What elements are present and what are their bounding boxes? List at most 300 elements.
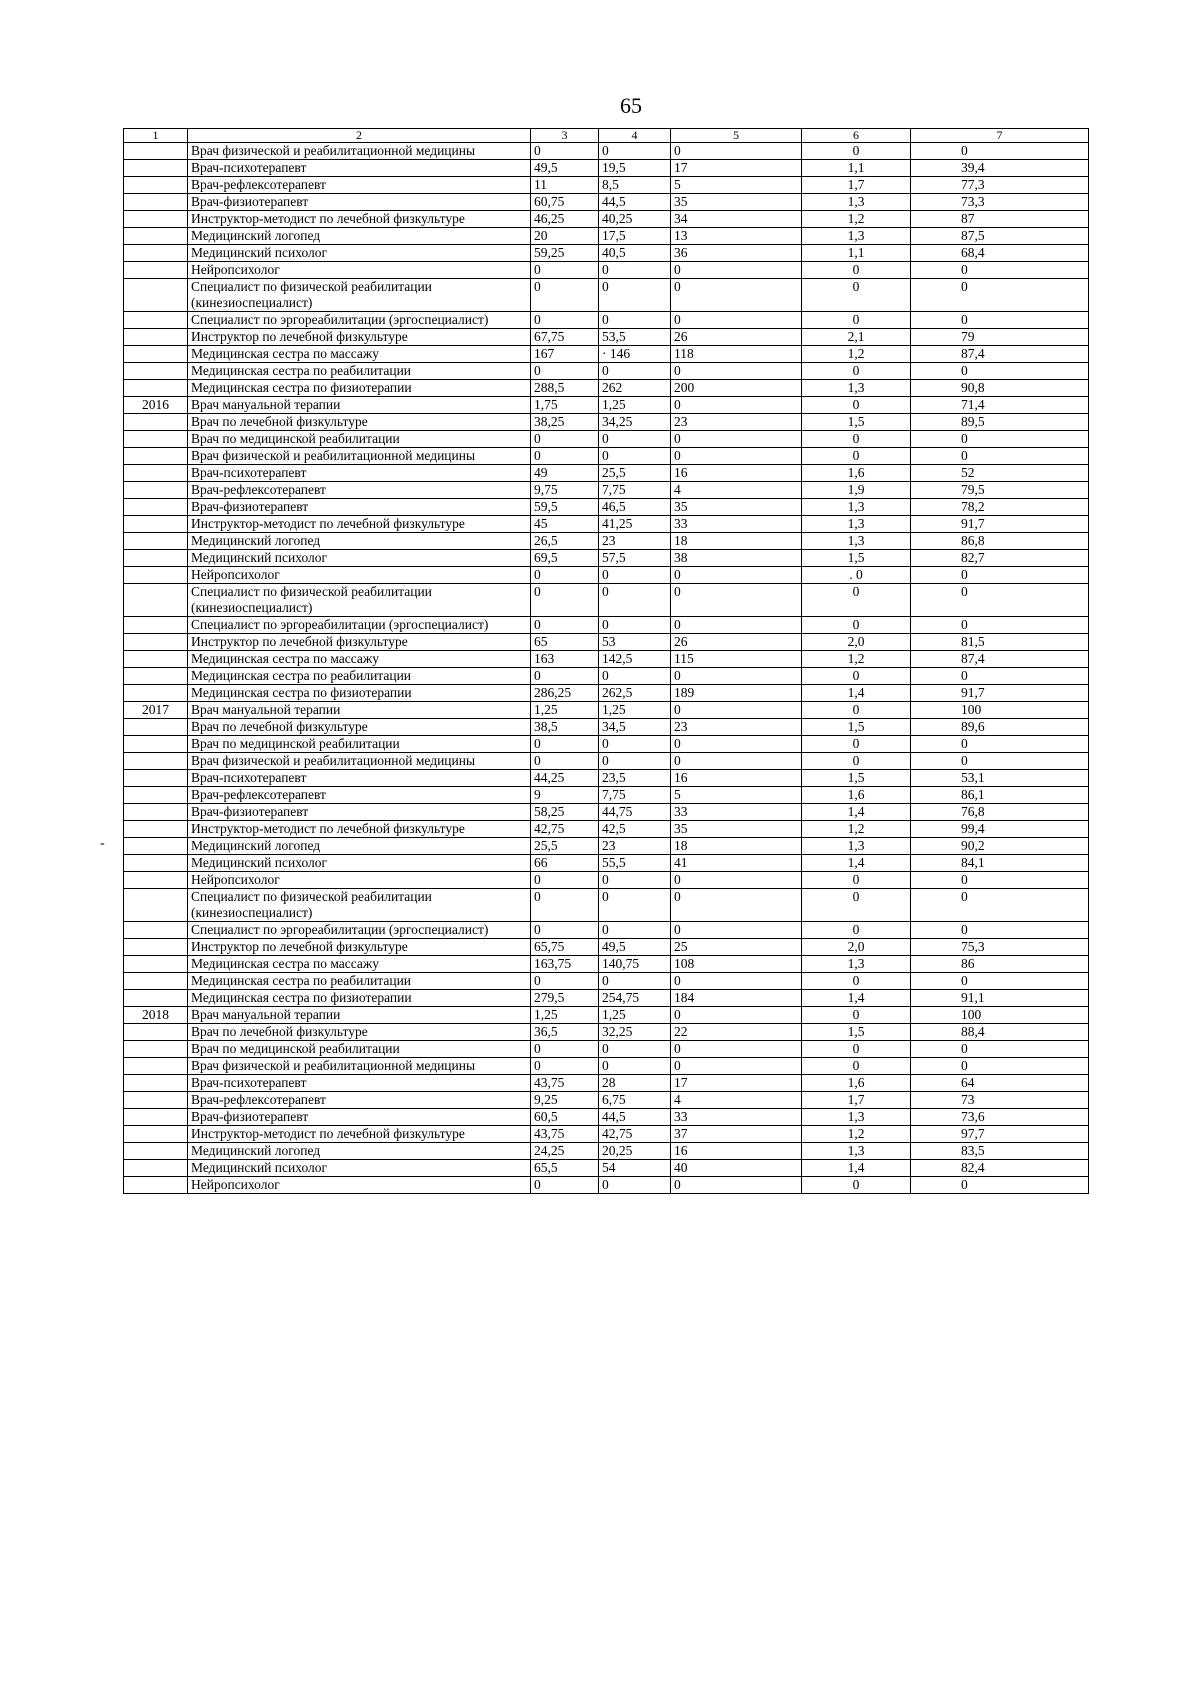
year-cell xyxy=(124,160,188,177)
year-cell xyxy=(124,956,188,973)
value-cell-7: 52 xyxy=(911,465,1089,482)
year-cell xyxy=(124,889,188,922)
year-cell xyxy=(124,973,188,990)
table-row xyxy=(124,1075,1089,1092)
position-name-cell: Врач физической и реабилитационной медицины xyxy=(188,1058,531,1075)
value-cell-6: 1,6 xyxy=(802,787,911,804)
value-cell-5: 189 xyxy=(671,685,802,702)
value-cell-5: 0 xyxy=(671,1041,802,1058)
value-cell-4: 54 xyxy=(599,1160,671,1177)
table-row xyxy=(124,584,1089,617)
value-cell-6: 0 xyxy=(802,448,911,465)
table-row xyxy=(124,1143,1089,1160)
position-name-cell: Врач-физиотерапевт xyxy=(188,499,531,516)
value-cell-5: 13 xyxy=(671,228,802,245)
value-cell-4: 28 xyxy=(599,1075,671,1092)
value-cell-3: 65,75 xyxy=(531,939,599,956)
value-cell-5: 0 xyxy=(671,617,802,634)
value-cell-3: 0 xyxy=(531,567,599,584)
year-cell xyxy=(124,279,188,312)
value-cell-6: 1,1 xyxy=(802,160,911,177)
value-cell-4: 0 xyxy=(599,973,671,990)
value-cell-3: 66 xyxy=(531,855,599,872)
position-name-cell: Медицинская сестра по реабилитации xyxy=(188,973,531,990)
value-cell-3: 36,5 xyxy=(531,1024,599,1041)
value-cell-6: 2,1 xyxy=(802,329,911,346)
value-cell-6: 1,4 xyxy=(802,990,911,1007)
table-row xyxy=(124,465,1089,482)
value-cell-4: 254,75 xyxy=(599,990,671,1007)
value-cell-4: 55,5 xyxy=(599,855,671,872)
value-cell-7: 99,4 xyxy=(911,821,1089,838)
value-cell-3: 9,75 xyxy=(531,482,599,499)
year-cell xyxy=(124,1024,188,1041)
value-cell-4: 19,5 xyxy=(599,160,671,177)
position-name-cell: Нейропсихолог xyxy=(188,567,531,584)
year-cell xyxy=(124,736,188,753)
column-header: 7 xyxy=(911,129,1089,143)
year-cell xyxy=(124,499,188,516)
value-cell-6: 0 xyxy=(802,1058,911,1075)
value-cell-7: 0 xyxy=(911,1041,1089,1058)
value-cell-6: 1,2 xyxy=(802,346,911,363)
value-cell-5: 0 xyxy=(671,143,802,160)
year-cell xyxy=(124,804,188,821)
value-cell-7: 0 xyxy=(911,753,1089,770)
value-cell-7: 0 xyxy=(911,1177,1089,1194)
value-cell-7: 0 xyxy=(911,312,1089,329)
value-cell-7: 79 xyxy=(911,329,1089,346)
table-row xyxy=(124,702,1089,719)
position-name-cell: Инструктор по лечебной физкультуре xyxy=(188,634,531,651)
value-cell-5: 0 xyxy=(671,584,802,617)
value-cell-7: 0 xyxy=(911,617,1089,634)
value-cell-7: 100 xyxy=(911,1007,1089,1024)
value-cell-4: 8,5 xyxy=(599,177,671,194)
value-cell-6: 0 xyxy=(802,872,911,889)
year-cell xyxy=(124,855,188,872)
position-name-cell: Врач по медицинской реабилитации xyxy=(188,736,531,753)
table-row xyxy=(124,228,1089,245)
value-cell-5: 38 xyxy=(671,550,802,567)
value-cell-6: 1,4 xyxy=(802,1160,911,1177)
position-name-cell: Врач-психотерапевт xyxy=(188,770,531,787)
position-name-cell: Инструктор-методист по лечебной физкультуре xyxy=(188,211,531,228)
value-cell-3: 0 xyxy=(531,448,599,465)
value-cell-7: 84,1 xyxy=(911,855,1089,872)
value-cell-6: 1,1 xyxy=(802,245,911,262)
position-name-cell: Медицинский психолог xyxy=(188,245,531,262)
year-cell xyxy=(124,922,188,939)
value-cell-7: 0 xyxy=(911,584,1089,617)
value-cell-5: 0 xyxy=(671,973,802,990)
value-cell-6: 0 xyxy=(802,397,911,414)
value-cell-3: 1,25 xyxy=(531,1007,599,1024)
value-cell-5: 0 xyxy=(671,753,802,770)
value-cell-3: 46,25 xyxy=(531,211,599,228)
value-cell-7: 97,7 xyxy=(911,1126,1089,1143)
year-cell xyxy=(124,634,188,651)
column-header: 5 xyxy=(671,129,802,143)
position-name-cell: Врач-психотерапевт xyxy=(188,465,531,482)
table-row xyxy=(124,617,1089,634)
value-cell-3: 49,5 xyxy=(531,160,599,177)
year-cell xyxy=(124,414,188,431)
value-cell-6: 1,3 xyxy=(802,228,911,245)
value-cell-5: 35 xyxy=(671,499,802,516)
value-cell-4: 142,5 xyxy=(599,651,671,668)
value-cell-3: 60,5 xyxy=(531,1109,599,1126)
value-cell-6: 1,3 xyxy=(802,194,911,211)
value-cell-4: 6,75 xyxy=(599,1092,671,1109)
year-cell xyxy=(124,177,188,194)
value-cell-3: 163 xyxy=(531,651,599,668)
value-cell-3: 0 xyxy=(531,617,599,634)
value-cell-7: 86,8 xyxy=(911,533,1089,550)
table-row xyxy=(124,312,1089,329)
value-cell-7: 100 xyxy=(911,702,1089,719)
position-name-cell: Врач по медицинской реабилитации xyxy=(188,1041,531,1058)
value-cell-6: 1,3 xyxy=(802,380,911,397)
table-row xyxy=(124,516,1089,533)
table-row xyxy=(124,482,1089,499)
year-cell xyxy=(124,719,188,736)
value-cell-3: 38,5 xyxy=(531,719,599,736)
value-cell-5: 22 xyxy=(671,1024,802,1041)
value-cell-4: 17,5 xyxy=(599,228,671,245)
column-header: 2 xyxy=(188,129,531,143)
value-cell-6: 0 xyxy=(802,973,911,990)
value-cell-5: 0 xyxy=(671,567,802,584)
value-cell-3: 25,5 xyxy=(531,838,599,855)
value-cell-6: 0 xyxy=(802,889,911,922)
table-row xyxy=(124,990,1089,1007)
year-cell xyxy=(124,567,188,584)
position-name-cell: Медицинская сестра по физиотерапии xyxy=(188,990,531,1007)
position-name-cell: Врач по лечебной физкультуре xyxy=(188,719,531,736)
value-cell-7: 64 xyxy=(911,1075,1089,1092)
table-row xyxy=(124,855,1089,872)
value-cell-6: 1,5 xyxy=(802,550,911,567)
table-row xyxy=(124,1177,1089,1194)
position-name-cell: Врач по лечебной физкультуре xyxy=(188,414,531,431)
value-cell-5: 16 xyxy=(671,465,802,482)
value-cell-5: 0 xyxy=(671,702,802,719)
position-name-cell: Специалист по физической реабилитации (кинезиоспециалист) xyxy=(188,584,531,617)
year-cell xyxy=(124,1092,188,1109)
value-cell-3: 24,25 xyxy=(531,1143,599,1160)
position-name-cell: Медицинский психолог xyxy=(188,550,531,567)
value-cell-4: 7,75 xyxy=(599,482,671,499)
table-row xyxy=(124,651,1089,668)
table-row xyxy=(124,448,1089,465)
value-cell-5: 41 xyxy=(671,855,802,872)
value-cell-7: 0 xyxy=(911,922,1089,939)
position-name-cell: Врач по лечебной физкультуре xyxy=(188,1024,531,1041)
value-cell-4: 44,5 xyxy=(599,1109,671,1126)
value-cell-4: 0 xyxy=(599,567,671,584)
position-name-cell: Инструктор по лечебной физкультуре xyxy=(188,329,531,346)
year-cell xyxy=(124,1041,188,1058)
year-cell xyxy=(124,329,188,346)
value-cell-5: 33 xyxy=(671,804,802,821)
value-cell-6: 1,2 xyxy=(802,651,911,668)
value-cell-7: 78,2 xyxy=(911,499,1089,516)
value-cell-5: 18 xyxy=(671,838,802,855)
value-cell-4: 0 xyxy=(599,1058,671,1075)
value-cell-7: 82,7 xyxy=(911,550,1089,567)
table-row xyxy=(124,346,1089,363)
value-cell-3: 0 xyxy=(531,1177,599,1194)
value-cell-4: 0 xyxy=(599,617,671,634)
value-cell-3: 49 xyxy=(531,465,599,482)
value-cell-3: 0 xyxy=(531,973,599,990)
position-name-cell: Медицинская сестра по реабилитации xyxy=(188,363,531,380)
value-cell-3: 65 xyxy=(531,634,599,651)
year-cell xyxy=(124,482,188,499)
value-cell-3: 45 xyxy=(531,516,599,533)
value-cell-4: 0 xyxy=(599,668,671,685)
value-cell-5: 34 xyxy=(671,211,802,228)
value-cell-4: 49,5 xyxy=(599,939,671,956)
position-name-cell: Врач-психотерапевт xyxy=(188,1075,531,1092)
value-cell-6: 1,5 xyxy=(802,770,911,787)
value-cell-6: 0 xyxy=(802,431,911,448)
position-name-cell: Врач-рефлексотерапевт xyxy=(188,1092,531,1109)
value-cell-6: 2,0 xyxy=(802,634,911,651)
value-cell-3: 0 xyxy=(531,584,599,617)
year-cell xyxy=(124,770,188,787)
value-cell-5: 0 xyxy=(671,1177,802,1194)
position-name-cell: Инструктор-методист по лечебной физкультуре xyxy=(188,821,531,838)
position-name-cell: Врач физической и реабилитационной медицины xyxy=(188,753,531,770)
value-cell-4: 46,5 xyxy=(599,499,671,516)
value-cell-7: 0 xyxy=(911,279,1089,312)
value-cell-7: 87,4 xyxy=(911,651,1089,668)
value-cell-6: 0 xyxy=(802,753,911,770)
value-cell-3: 0 xyxy=(531,312,599,329)
value-cell-5: 115 xyxy=(671,651,802,668)
table-row xyxy=(124,1058,1089,1075)
value-cell-7: 91,1 xyxy=(911,990,1089,1007)
value-cell-7: 68,4 xyxy=(911,245,1089,262)
table-row xyxy=(124,1160,1089,1177)
value-cell-3: 163,75 xyxy=(531,956,599,973)
value-cell-3: 0 xyxy=(531,431,599,448)
value-cell-7: 86 xyxy=(911,956,1089,973)
position-name-cell: Врач-физиотерапевт xyxy=(188,804,531,821)
value-cell-5: 17 xyxy=(671,1075,802,1092)
value-cell-5: 0 xyxy=(671,397,802,414)
value-cell-5: 26 xyxy=(671,329,802,346)
value-cell-6: . 0 xyxy=(802,567,911,584)
value-cell-5: 17 xyxy=(671,160,802,177)
value-cell-4: · 146 xyxy=(599,346,671,363)
value-cell-4: 0 xyxy=(599,363,671,380)
value-cell-4: 34,25 xyxy=(599,414,671,431)
value-cell-7: 90,8 xyxy=(911,380,1089,397)
value-cell-5: 108 xyxy=(671,956,802,973)
value-cell-3: 0 xyxy=(531,889,599,922)
position-name-cell: Врач-физиотерапевт xyxy=(188,1109,531,1126)
value-cell-6: 1,2 xyxy=(802,211,911,228)
value-cell-5: 4 xyxy=(671,482,802,499)
value-cell-5: 0 xyxy=(671,668,802,685)
value-cell-4: 0 xyxy=(599,1177,671,1194)
table-row xyxy=(124,160,1089,177)
year-cell xyxy=(124,448,188,465)
value-cell-3: 59,25 xyxy=(531,245,599,262)
table-row xyxy=(124,279,1089,312)
value-cell-4: 57,5 xyxy=(599,550,671,567)
value-cell-5: 0 xyxy=(671,736,802,753)
value-cell-4: 7,75 xyxy=(599,787,671,804)
position-name-cell: Специалист по эргореабилитации (эргоспециалист) xyxy=(188,617,531,634)
value-cell-4: 1,25 xyxy=(599,397,671,414)
value-cell-7: 0 xyxy=(911,143,1089,160)
table-row xyxy=(124,922,1089,939)
year-cell xyxy=(124,533,188,550)
year-cell: 2018 xyxy=(124,1007,188,1024)
value-cell-5: 35 xyxy=(671,194,802,211)
year-cell xyxy=(124,465,188,482)
value-cell-5: 25 xyxy=(671,939,802,956)
position-name-cell: Медицинский логопед xyxy=(188,838,531,855)
value-cell-6: 0 xyxy=(802,1041,911,1058)
value-cell-4: 44,5 xyxy=(599,194,671,211)
position-name-cell: Медицинская сестра по массажу xyxy=(188,956,531,973)
position-name-cell: Врач мануальной терапии xyxy=(188,1007,531,1024)
value-cell-3: 0 xyxy=(531,363,599,380)
year-cell xyxy=(124,872,188,889)
position-name-cell: Медицинская сестра по физиотерапии xyxy=(188,685,531,702)
value-cell-3: 0 xyxy=(531,872,599,889)
value-cell-7: 86,1 xyxy=(911,787,1089,804)
table-row xyxy=(124,770,1089,787)
value-cell-6: 0 xyxy=(802,1177,911,1194)
value-cell-6: 1,6 xyxy=(802,1075,911,1092)
value-cell-6: 2,0 xyxy=(802,939,911,956)
table-row xyxy=(124,431,1089,448)
value-cell-7: 0 xyxy=(911,973,1089,990)
value-cell-4: 53,5 xyxy=(599,329,671,346)
year-cell xyxy=(124,346,188,363)
year-cell xyxy=(124,516,188,533)
value-cell-4: 0 xyxy=(599,262,671,279)
table-row xyxy=(124,719,1089,736)
table-row xyxy=(124,1007,1089,1024)
value-cell-7: 87,5 xyxy=(911,228,1089,245)
table-row xyxy=(124,753,1089,770)
position-name-cell: Специалист по эргореабилитации (эргоспециалист) xyxy=(188,312,531,329)
year-cell xyxy=(124,1126,188,1143)
value-cell-3: 9 xyxy=(531,787,599,804)
value-cell-6: 1,3 xyxy=(802,533,911,550)
value-cell-3: 43,75 xyxy=(531,1126,599,1143)
value-cell-3: 9,25 xyxy=(531,1092,599,1109)
position-name-cell: Врач мануальной терапии xyxy=(188,702,531,719)
year-cell xyxy=(124,821,188,838)
value-cell-6: 1,3 xyxy=(802,516,911,533)
value-cell-7: 0 xyxy=(911,1058,1089,1075)
table-row xyxy=(124,143,1089,160)
value-cell-3: 0 xyxy=(531,753,599,770)
value-cell-7: 0 xyxy=(911,567,1089,584)
value-cell-6: 0 xyxy=(802,736,911,753)
year-cell: 2017 xyxy=(124,702,188,719)
value-cell-6: 1,2 xyxy=(802,821,911,838)
table-row xyxy=(124,634,1089,651)
value-cell-5: 33 xyxy=(671,1109,802,1126)
value-cell-7: 0 xyxy=(911,262,1089,279)
value-cell-3: 0 xyxy=(531,262,599,279)
value-cell-3: 69,5 xyxy=(531,550,599,567)
value-cell-4: 23 xyxy=(599,838,671,855)
table-row xyxy=(124,685,1089,702)
value-cell-6: 0 xyxy=(802,1007,911,1024)
value-cell-4: 262,5 xyxy=(599,685,671,702)
year-cell xyxy=(124,1109,188,1126)
value-cell-7: 0 xyxy=(911,363,1089,380)
value-cell-4: 40,25 xyxy=(599,211,671,228)
year-cell xyxy=(124,651,188,668)
value-cell-7: 81,5 xyxy=(911,634,1089,651)
position-name-cell: Инструктор-методист по лечебной физкультуре xyxy=(188,1126,531,1143)
year-cell xyxy=(124,990,188,1007)
value-cell-3: 26,5 xyxy=(531,533,599,550)
value-cell-4: 0 xyxy=(599,1041,671,1058)
year-cell xyxy=(124,312,188,329)
value-cell-7: 90,2 xyxy=(911,838,1089,855)
value-cell-3: 59,5 xyxy=(531,499,599,516)
table-row xyxy=(124,1041,1089,1058)
value-cell-4: 0 xyxy=(599,922,671,939)
value-cell-6: 0 xyxy=(802,312,911,329)
value-cell-5: 0 xyxy=(671,922,802,939)
table-body xyxy=(124,143,1089,1194)
value-cell-3: 0 xyxy=(531,143,599,160)
value-cell-7: 71,4 xyxy=(911,397,1089,414)
value-cell-4: 23,5 xyxy=(599,770,671,787)
value-cell-3: 38,25 xyxy=(531,414,599,431)
value-cell-6: 0 xyxy=(802,279,911,312)
value-cell-4: 0 xyxy=(599,312,671,329)
year-cell xyxy=(124,550,188,567)
table-row xyxy=(124,872,1089,889)
value-cell-4: 0 xyxy=(599,872,671,889)
position-name-cell: Нейропсихолог xyxy=(188,1177,531,1194)
position-name-cell: Инструктор-методист по лечебной физкультуре xyxy=(188,516,531,533)
value-cell-6: 1,3 xyxy=(802,499,911,516)
year-cell xyxy=(124,228,188,245)
value-cell-7: 77,3 xyxy=(911,177,1089,194)
value-cell-3: 44,25 xyxy=(531,770,599,787)
value-cell-6: 1,5 xyxy=(802,414,911,431)
year-cell xyxy=(124,668,188,685)
position-name-cell: Медицинский логопед xyxy=(188,533,531,550)
value-cell-4: 1,25 xyxy=(599,1007,671,1024)
year-cell xyxy=(124,753,188,770)
value-cell-7: 75,3 xyxy=(911,939,1089,956)
value-cell-4: 42,5 xyxy=(599,821,671,838)
table-row xyxy=(124,414,1089,431)
position-name-cell: Врач-психотерапевт xyxy=(188,160,531,177)
value-cell-4: 32,25 xyxy=(599,1024,671,1041)
value-cell-3: 1,25 xyxy=(531,702,599,719)
value-cell-7: 79,5 xyxy=(911,482,1089,499)
margin-mark: - xyxy=(100,836,105,851)
table-row xyxy=(124,1092,1089,1109)
